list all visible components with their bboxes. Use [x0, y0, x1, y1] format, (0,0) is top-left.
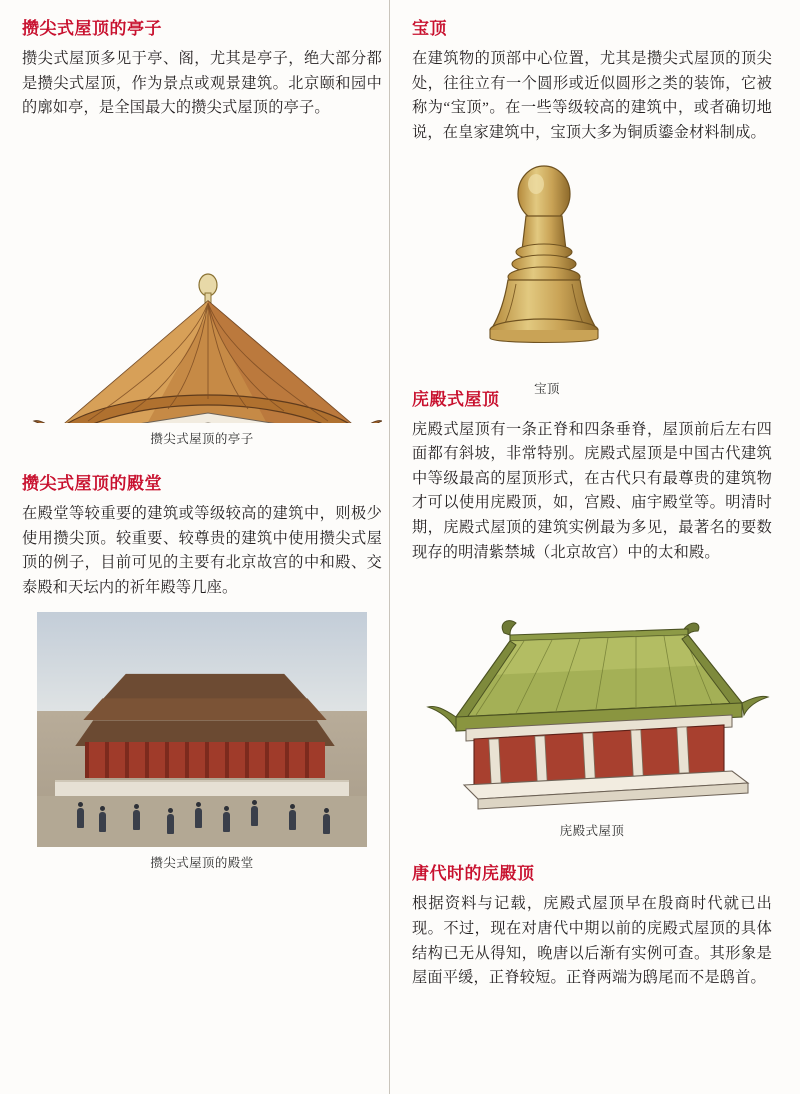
heading-tang-wudian: 唐代时的庑殿顶	[412, 864, 535, 884]
photo-ground	[37, 796, 367, 847]
heading-baoding: 宝顶	[412, 19, 447, 38]
paragraph-baoding: 在建筑物的顶部中心位置，尤其是攒尖式屋顶的顶尖处，往往立有一个圆形或近似圆形之类的装饰，它被称为“宝顶”。在一些等级较高的建筑中，或者确切地说，在皇家建筑中，宝顶大多为铜质鎏金材料制成。	[412, 50, 772, 141]
hall-photo	[37, 612, 367, 847]
wudian-illustration-svg	[412, 577, 772, 812]
figure-baoding-illustration	[412, 158, 772, 396]
photo-person	[289, 810, 296, 830]
photo-person	[133, 810, 140, 830]
photo-person	[77, 808, 84, 828]
figure-hall-photo	[22, 612, 382, 847]
photo-colonnade	[85, 742, 325, 778]
pavilion-illustration-svg	[22, 133, 382, 423]
paragraph-hall: 在殿堂等较重要的建筑或等级较高的建筑中，则极少使用攒尖顶。较重要、较尊贵的建筑中使用攒尖式屋顶的例子，目前可见的主要有北京故宫的中和殿、交泰殿和天坛内的祈年殿等几座。	[22, 504, 382, 596]
photo-person	[195, 808, 202, 828]
heading-pavilion: 攒尖式屋顶的亭子	[22, 19, 162, 38]
paragraph-tang-wudian: 根据资料与记载，庑殿式屋顶早在殷商时代就已出现。不过，现在对唐代中期以前的庑殿式屋顶的具体结构已无从得知，晚唐以后渐有实例可查。其形象是屋面平缓，正脊较短。正脊两端为鸱尾而不是鸱首。	[412, 895, 772, 987]
paragraph-pavilion: 攒尖式屋顶多见于亭、阁，尤其是亭子，绝大部分都是攒尖式屋顶，作为景点或观景建筑。北京颐和园中的廓如亭，是全国最大的攒尖式屋顶的亭子。	[22, 50, 382, 117]
photo-person	[99, 812, 106, 832]
caption-pavilion: 攒尖式屋顶的亭子	[150, 431, 254, 446]
heading-wudian: 庑殿式屋顶	[412, 389, 500, 409]
caption-wudian: 庑殿式屋顶	[559, 824, 625, 839]
photo-person	[323, 814, 330, 834]
photo-person	[167, 814, 174, 834]
figure-pavilion-illustration	[22, 133, 382, 423]
paragraph-wudian: 庑殿式屋顶有一条正脊和四条垂脊，屋顶前后左右四面都有斜坡，非常特别。庑殿式屋顶是中国古代建筑中等级最高的屋顶形式，在古代只有最尊贵的建筑物才可以使用庑殿顶，如，宫殿、庙宇殿堂等。明清时期，庑殿式屋顶的建筑实例最为多见，最著名的要数现存的明清紫禁城（北京故宫）中的太和殿。	[412, 420, 772, 561]
caption-hall: 攒尖式屋顶的殿堂	[150, 856, 254, 871]
heading-hall: 攒尖式屋顶的殿堂	[22, 473, 162, 493]
left-column	[22, 0, 382, 871]
figure-wudian-illustration	[412, 577, 772, 817]
photo-person	[251, 806, 258, 826]
right-column	[412, 0, 772, 1001]
baoding-illustration-svg	[412, 158, 772, 368]
column-divider	[389, 0, 390, 1094]
photo-upper-roof-shade	[83, 698, 327, 720]
photo-hall-building	[73, 668, 337, 778]
photo-person	[223, 812, 230, 832]
caption-baoding: 宝顶	[534, 381, 560, 396]
